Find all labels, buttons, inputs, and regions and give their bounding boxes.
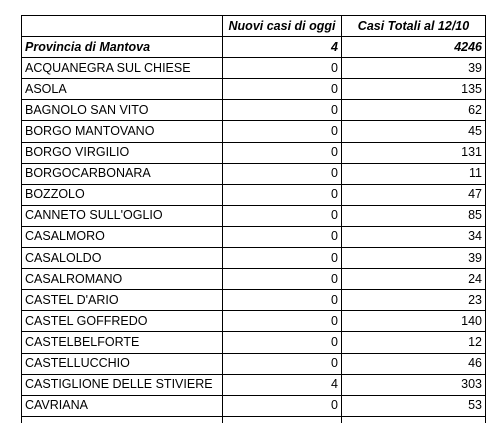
municipality-cell: CASALMORO [22, 226, 223, 247]
municipality-cell: CANNETO SULL'OGLIO [22, 205, 223, 226]
total-cases-cell: 303 [342, 374, 486, 395]
summary-total: 4246 [342, 37, 486, 58]
table-row [22, 163, 486, 184]
table-row [22, 184, 486, 205]
total-cases-cell: 39 [342, 248, 486, 269]
table-row [22, 311, 486, 332]
table-row [22, 79, 486, 100]
municipality-cell: CASTEL D'ARIO [22, 290, 223, 311]
municipality-cell: BAGNOLO SAN VITO [22, 100, 223, 121]
municipality-cell: BOZZOLO [22, 184, 223, 205]
new-cases-cell: 0 [223, 248, 342, 269]
municipality-cell: CASTELLUCCHIO [22, 353, 223, 374]
empty-cell [223, 416, 342, 423]
total-cases-cell: 62 [342, 100, 486, 121]
empty-cell [22, 416, 223, 423]
municipality-cell: BORGO MANTOVANO [22, 121, 223, 142]
summary-name: Provincia di Mantova [22, 37, 223, 58]
header-cell-name [22, 16, 223, 37]
new-cases-cell: 0 [223, 163, 342, 184]
table-row [22, 395, 486, 416]
header-cell-total: Casi Totali al 12/10 [342, 16, 486, 37]
municipality-cell: BORGOCARBONARA [22, 163, 223, 184]
total-cases-cell: 85 [342, 205, 486, 226]
table-row [22, 290, 486, 311]
table-row-partial [22, 416, 486, 423]
new-cases-cell: 0 [223, 121, 342, 142]
municipality-cell: CASTIGLIONE DELLE STIVIERE [22, 374, 223, 395]
municipality-cell: CAVRIANA [22, 395, 223, 416]
municipality-cell: ASOLA [22, 79, 223, 100]
new-cases-cell: 0 [223, 100, 342, 121]
total-cases-cell: 47 [342, 184, 486, 205]
header-cell-new: Nuovi casi di oggi [223, 16, 342, 37]
table-row [22, 248, 486, 269]
total-cases-cell: 131 [342, 142, 486, 163]
cases-table [21, 15, 486, 423]
new-cases-cell: 0 [223, 58, 342, 79]
total-cases-cell: 24 [342, 269, 486, 290]
total-cases-cell: 34 [342, 226, 486, 247]
new-cases-cell: 0 [223, 142, 342, 163]
cases-table-body [22, 16, 486, 423]
total-cases-cell: 53 [342, 395, 486, 416]
table-row [22, 353, 486, 374]
new-cases-cell: 0 [223, 311, 342, 332]
new-cases-cell: 4 [223, 374, 342, 395]
table-row [22, 269, 486, 290]
summary-row [22, 37, 486, 58]
table-row [22, 332, 486, 353]
table-row [22, 226, 486, 247]
new-cases-cell: 0 [223, 79, 342, 100]
table-row [22, 58, 486, 79]
municipality-cell: CASTEL GOFFREDO [22, 311, 223, 332]
new-cases-cell: 0 [223, 395, 342, 416]
total-cases-cell: 39 [342, 58, 486, 79]
empty-cell [342, 416, 486, 423]
new-cases-cell: 0 [223, 332, 342, 353]
new-cases-cell: 0 [223, 269, 342, 290]
summary-new: 4 [223, 37, 342, 58]
new-cases-cell: 0 [223, 290, 342, 311]
table-row [22, 205, 486, 226]
municipality-cell: CASALOLDO [22, 248, 223, 269]
table-row [22, 374, 486, 395]
total-cases-cell: 11 [342, 163, 486, 184]
new-cases-cell: 0 [223, 226, 342, 247]
total-cases-cell: 23 [342, 290, 486, 311]
municipality-cell: ACQUANEGRA SUL CHIESE [22, 58, 223, 79]
municipality-cell: CASALROMANO [22, 269, 223, 290]
municipality-cell: CASTELBELFORTE [22, 332, 223, 353]
header-row [22, 16, 486, 37]
table-row [22, 100, 486, 121]
total-cases-cell: 46 [342, 353, 486, 374]
total-cases-cell: 140 [342, 311, 486, 332]
new-cases-cell: 0 [223, 353, 342, 374]
total-cases-cell: 12 [342, 332, 486, 353]
municipality-cell: BORGO VIRGILIO [22, 142, 223, 163]
total-cases-cell: 135 [342, 79, 486, 100]
total-cases-cell: 45 [342, 121, 486, 142]
new-cases-cell: 0 [223, 184, 342, 205]
table-row [22, 142, 486, 163]
table-row [22, 121, 486, 142]
new-cases-cell: 0 [223, 205, 342, 226]
